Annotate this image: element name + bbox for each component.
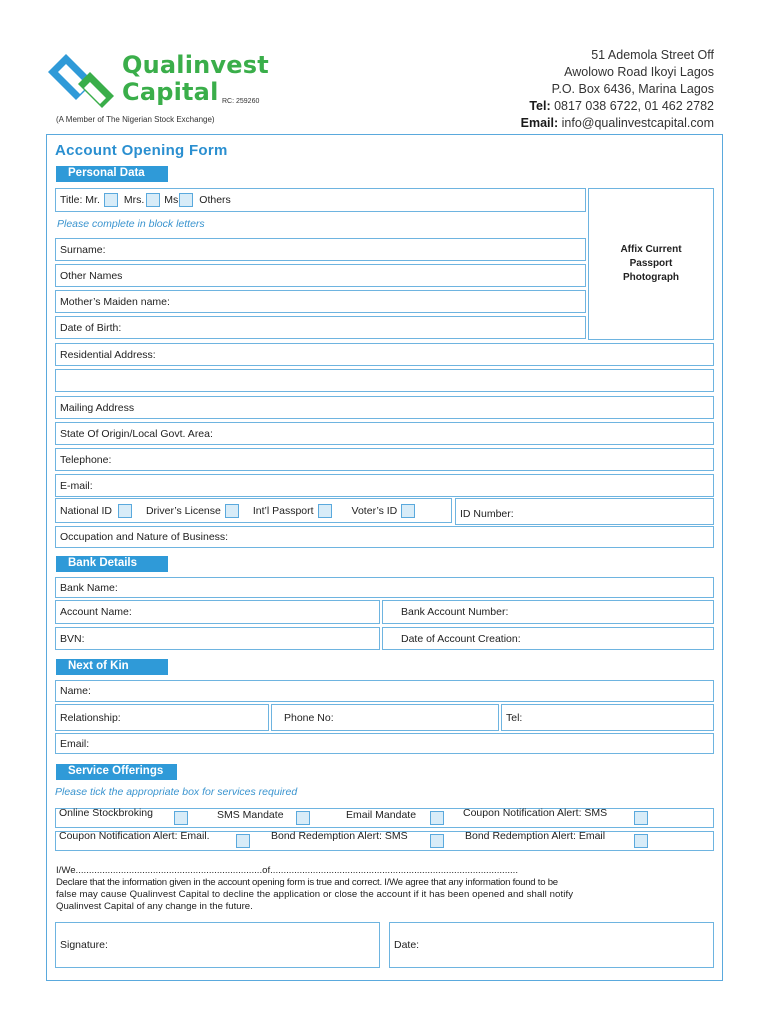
rc-number: RC: 259260 [222, 98, 260, 105]
intl-passport-label: Int’l Passport [252, 504, 314, 517]
coupon-email-label: Coupon Notification Alert: Email. [59, 830, 210, 842]
kin-relationship-label: Relationship: [60, 711, 121, 724]
date-of-birth-field[interactable] [55, 316, 586, 339]
sms-mandate-checkbox[interactable] [296, 811, 310, 825]
services-note: Please tick the appropriate box for services required [55, 786, 298, 798]
others-label: Others [199, 194, 231, 206]
drivers-license-checkbox[interactable] [225, 504, 239, 518]
bvn-field[interactable] [55, 627, 380, 650]
telephone-field[interactable] [55, 448, 714, 471]
intl-passport-checkbox[interactable] [318, 504, 332, 518]
id-number-label: ID Number: [460, 507, 514, 520]
kin-tel-label: Tel: [506, 711, 523, 724]
residential-address-line2-field[interactable] [55, 369, 714, 392]
maiden-name-label: Mother’s Maiden name: [60, 295, 170, 308]
mailing-address-field[interactable] [55, 396, 714, 419]
voters-id-checkbox[interactable] [401, 504, 415, 518]
state-label: State Of Origin/Local Govt. Area: [60, 427, 213, 440]
online-stockbroking-label: Online Stockbroking [59, 807, 153, 819]
drivers-license-label: Driver’s License [145, 504, 221, 517]
declaration-line3: false may cause Qualinvest Capital to decline the application or close the account if it has been opened and shall notify [56, 889, 574, 900]
brand-name-line1: Qualinvest [122, 51, 269, 79]
email-mandate-label: Email Mandate [346, 809, 417, 821]
kin-name-field[interactable] [55, 680, 714, 702]
national-id-label: National ID [60, 504, 112, 517]
bvn-label: BVN: [60, 632, 85, 645]
account-name-field[interactable] [55, 600, 380, 624]
kin-name-label: Name: [60, 685, 91, 697]
email-field[interactable] [55, 474, 714, 497]
account-creation-date-field[interactable] [382, 627, 714, 650]
address-line-3: P.O. Box 6436, Marina Lagos [551, 82, 714, 96]
bond-sms-label: Bond Redemption Alert: SMS [271, 830, 408, 842]
photo-text-line2: Passport [629, 258, 673, 269]
photo-text-line3: Photograph [622, 272, 680, 283]
section-service-offerings: Service Offerings [56, 764, 177, 780]
telephone-label: Telephone: [60, 453, 112, 466]
signature-field[interactable] [55, 922, 380, 968]
sms-mandate-label: SMS Mandate [217, 809, 284, 821]
member-note: (A Member of The Nigerian Stock Exchange) [56, 115, 215, 124]
bond-sms-checkbox[interactable] [430, 834, 444, 848]
section-bank-details: Bank Details [56, 556, 168, 572]
surname-field[interactable] [55, 238, 586, 261]
ms-label: Ms [164, 194, 179, 206]
mrs-checkbox[interactable] [146, 193, 160, 207]
national-id-checkbox[interactable] [118, 504, 132, 518]
maiden-name-field[interactable] [55, 290, 586, 313]
surname-label: Surname: [60, 243, 106, 256]
bond-email-label: Bond Redemption Alert: Email [465, 830, 606, 842]
email-mandate-checkbox[interactable] [430, 811, 444, 825]
occupation-label: Occupation and Nature of Business: [60, 531, 229, 543]
form-title: Account Opening Form [55, 142, 228, 159]
bank-name-field[interactable] [55, 577, 714, 598]
id-number-field[interactable] [455, 498, 714, 525]
section-personal-data: Personal Data [56, 166, 168, 182]
mrs-label: Mrs. [123, 194, 145, 206]
bank-name-label: Bank Name: [60, 581, 118, 594]
address-line-1: 51 Ademola Street Off [591, 48, 714, 62]
coupon-email-checkbox[interactable] [236, 834, 250, 848]
date-label: Date: [394, 939, 420, 951]
kin-tel-field[interactable] [501, 704, 714, 731]
voters-id-label: Voter’s ID [351, 504, 398, 517]
residential-address-label: Residential Address: [60, 348, 156, 361]
section-next-of-kin: Next of Kin [56, 659, 168, 675]
declaration-line1: I/We......................................................................of............................................................................................. [56, 865, 519, 876]
account-number-field[interactable] [382, 600, 714, 624]
mr-checkbox[interactable] [104, 193, 118, 207]
email-label: Email: [520, 116, 559, 130]
tel-label: Tel: [529, 99, 551, 113]
email-label: E-mail: [60, 479, 93, 492]
id-type-row [55, 498, 452, 523]
kin-email-field[interactable] [55, 733, 714, 754]
account-name-label: Account Name: [60, 606, 132, 618]
online-stockbroking-checkbox[interactable] [174, 811, 188, 825]
title-row [55, 188, 586, 212]
address-line-2: Awolowo Road Ikoyi Lagos [564, 65, 714, 79]
ms-checkbox[interactable] [179, 193, 193, 207]
residential-address-field[interactable] [55, 343, 714, 366]
signature-label: Signature: [60, 939, 108, 951]
declaration-line2: Declare that the information given in the account opening form is true and correct. I/We agree that any information found to be [56, 877, 558, 888]
tel-value: 0817 038 6722, 01 462 2782 [554, 99, 714, 113]
company-address [521, 47, 714, 132]
coupon-sms-label: Coupon Notification Alert: SMS [463, 807, 608, 819]
other-names-label: Other Names [60, 269, 123, 282]
dob-label: Date of Birth: [60, 321, 122, 334]
account-creation-label: Date of Account Creation: [401, 632, 521, 645]
passport-photo-box [588, 188, 714, 340]
kin-phone-field[interactable] [271, 704, 499, 731]
kin-relationship-field[interactable] [55, 704, 269, 731]
other-names-field[interactable] [55, 264, 586, 287]
brand-name-line2: Capital [122, 78, 219, 106]
state-of-origin-field[interactable] [55, 422, 714, 445]
date-field[interactable] [389, 922, 714, 968]
bond-email-checkbox[interactable] [634, 834, 648, 848]
kin-email-label: Email: [60, 737, 90, 750]
occupation-field[interactable] [55, 526, 714, 548]
block-letters-note: Please complete in block letters [57, 218, 205, 230]
coupon-sms-checkbox[interactable] [634, 811, 648, 825]
title-mr-label: Title: Mr. [60, 194, 100, 206]
declaration-line4: Qualinvest Capital of any change in the future. [56, 901, 253, 912]
qualinvest-logo-icon [44, 50, 116, 112]
mailing-address-label: Mailing Address [60, 401, 135, 414]
email-value: info@qualinvestcapital.com [561, 116, 714, 130]
kin-phone-label: Phone No: [284, 711, 334, 724]
photo-text-line1: Affix Current [620, 244, 682, 255]
account-number-label: Bank Account Number: [401, 606, 509, 618]
